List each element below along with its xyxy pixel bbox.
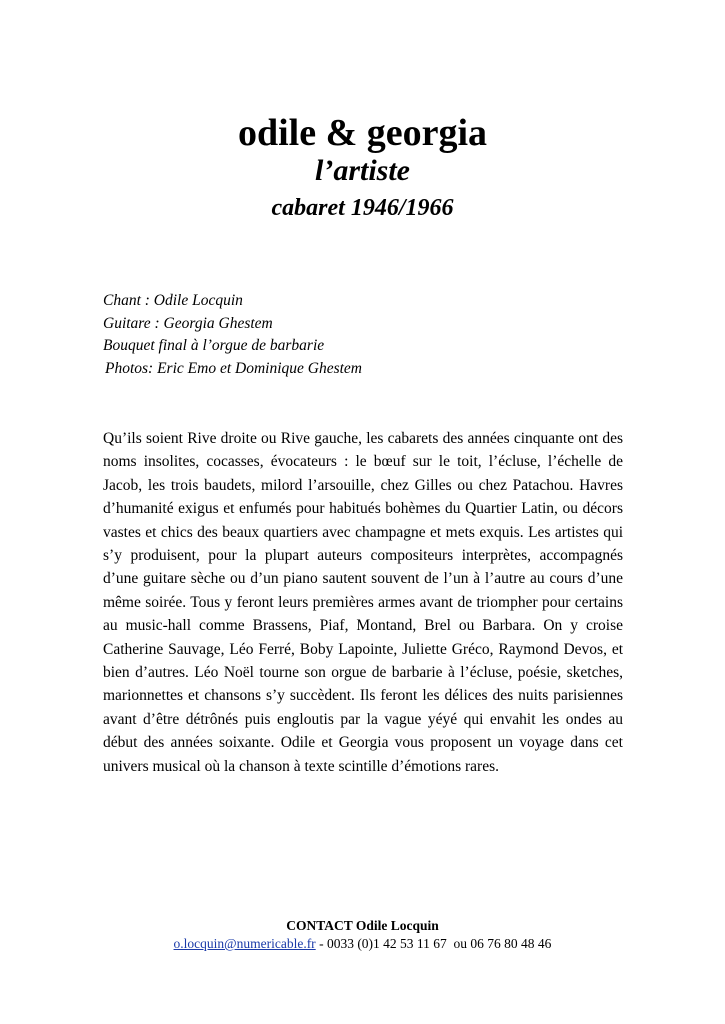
contact-details bbox=[0, 935, 725, 953]
credit-line-singer: Chant : Odile Locquin bbox=[103, 292, 243, 309]
credit-line-photos: Photos: Eric Emo et Dominique Ghestem bbox=[105, 359, 362, 377]
phone-numbers: 0033 (0)1 42 53 11 67 ou 06 76 80 48 46 bbox=[326, 936, 552, 951]
credit-line-guitar: Guitare : Georgia Ghestem bbox=[103, 314, 273, 332]
period-heading: cabaret 1946/1966 bbox=[271, 195, 454, 221]
email-link[interactable]: o.locquin@numericable.fr bbox=[173, 936, 316, 951]
description-paragraph: Qu’ils soient Rive droite ou Rive gauche, les cabarets des années cinquante ont des noms insolites, cocasses, évocateurs : le bœuf sur le toit, l’écluse, l’échelle de Jacob, les trois baudets, milord l’arsouille, chez Gilles ou chez Patachou. Havres d’humanité exigus et enfumés pour habitués bohèmes du Quartier Latin, ou décors vastes et chics des beaux quartiers avec champagne et mets exquis. Les artistes qui s’y produisent, pour la plupart auteurs compositeurs interprètes, accompagnés d’une guitare sèche ou d’un piano sautent souvent de l’un à l’autre au cours d’une même soirée. Tous y feront leurs premières armes avant de triompher pour certains au music-hall comme Brassens, Piaf, Montand, Brel ou Barbara. On y croise Catherine Sauvage, Léo Ferré, Boby Lapointe, Juliette Gréco, Raymond Devos, et bien d’autres. Léo Noël tourne son orgue de barbarie à l’écluse, poésie, sketches, marionnettes et chansons s’y succèdent. Ils feront les délices des nuits parisiennes avant d’être détrônés puis engloutis par la vague yéyé qui envahit les ondes au début des années soixante. Odile et Georgia vous proposent un voyage dans cet univers musical où la chanson à texte scintille d’émotions rares. bbox=[103, 430, 623, 775]
page-title: odile & georgia bbox=[237, 112, 488, 154]
contact-heading: CONTACT Odile Locquin bbox=[286, 918, 439, 933]
contact-separator: - bbox=[315, 936, 327, 951]
credits-block bbox=[103, 290, 362, 380]
page-subtitle: l’artiste bbox=[315, 154, 410, 187]
credit-line-finale: Bouquet final à l’orgue de barbarie bbox=[103, 337, 325, 354]
